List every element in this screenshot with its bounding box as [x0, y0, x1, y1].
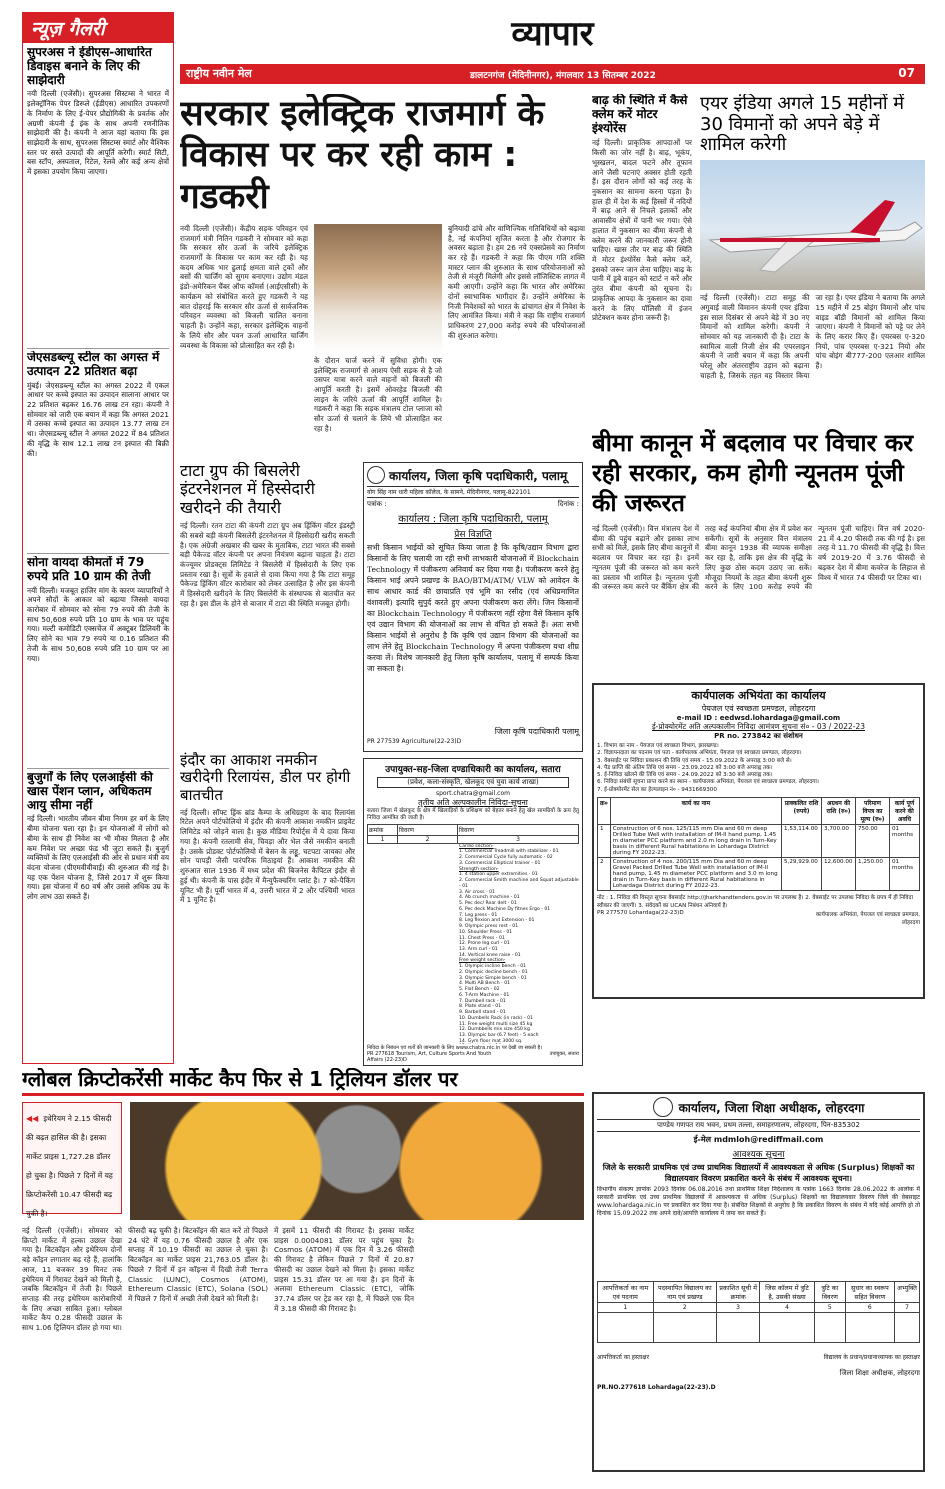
table-header: अभ्युक्ति	[894, 1282, 919, 1303]
list-item: 3. Olympic Simple bench - 01	[459, 975, 527, 981]
agri-title: प्रेस विज्ञप्ति	[454, 530, 492, 540]
airindia-headline: एयर इंडिया अगले 15 महीनों में 30 विमानों को अपने बेड़े में शामिल करेगी	[700, 94, 904, 156]
table-cell: Construction of 4 nos. 200/115 mm Dia and 60 m deep Gravel Packed Drilled Tube Well with installation of IM-II hand pump, 1.45 m diameter PCC platform and 3.0 m long drain in Turn-Key basis in different Rural habitations in Lohardaga District during FY 2022-23.	[610, 857, 781, 890]
list-item: 4. Multi AB Bench - 01	[459, 981, 511, 987]
sidebar-header	[23, 13, 173, 43]
sidebar-story	[27, 556, 169, 766]
table-cell: 6	[845, 1303, 894, 1313]
edu-subtitle: जिले के सरकारी प्राथमिक एवं उच्च प्राथमिक विद्यालयों में आवश्यकता से अधिक (Surplus) शिक्षकों का विद्यालयवार विवरण प्रकाशित करने के संबंध में आवश्यक सूचना।	[602, 1163, 915, 1183]
table-row	[598, 824, 920, 857]
insurance-headline: बीमा कानून में बदलाव पर विचार कर रही सरकार, कम होगी न्यूनतम पूंजी की जरूरत	[592, 429, 914, 517]
list-item: Free weight section-	[459, 958, 506, 964]
list-item: 2. Olympic decline bench - 01	[459, 969, 528, 975]
table-cell: 5	[814, 1303, 845, 1313]
masthead-bar	[180, 64, 925, 84]
table-header: प्रकाशित सूची में क्रमांक	[717, 1282, 760, 1303]
agri-address: योग सिंह नाम धारी महिला कॉलेज, के सामने, मेदिनीनगर, पलामू-822101	[367, 486, 579, 498]
list-item: 10. Shoulder Press - 01	[459, 929, 513, 935]
list-item: 3. Air cross - 01	[459, 889, 495, 895]
airindia-body: नई दिल्ली (एजेंसी)। टाटा समूह की अगुवाई वाली विमानन कंपनी एयर इंडिया इस साल दिसंबर से अपने बेड़े में 30 नए विमानों को शामिल करेगी। कंपनी ने सोमवार को यह जानकारी दी है। टाटा के स्वामित्व वाली निजी क्षेत्र की एयरलाइन कंपनी ने जारी बयान में कहा कि अपनी घरेलू और अंतरराष्ट्रीय उड़ान को बढ़ाना चाहती है, जिसके तहत वह विस्तार किया जा रहा है। एयर इंडिया ने बताया कि अगले 15 महीने में 25 बोइंग विमानों और पांच वाइड बॉडी विमानों को शामिल किया जाएगा। कंपनी ने विमानों को पट्टे पर लेने के लिए करार किए हैं। एयरबस ए-320 नियो, पांच एयरबस ए-321 नियो और पांच बोइंग बी777-200 एलआर शामिल हैं।	[700, 293, 925, 380]
emblem-icon	[367, 466, 385, 484]
emblem-icon	[653, 1097, 673, 1117]
list-item: 11. Free weight multi size 45 kg	[459, 1021, 533, 1027]
sidebar-story	[27, 771, 169, 1064]
insurance-story	[592, 428, 925, 638]
sports-email: sport.chatra@gmail.com	[436, 790, 510, 797]
list-item: 5. Pec dec/ Rear delt - 01	[459, 901, 517, 907]
crypto-photo	[130, 1102, 584, 1220]
table-cell: 2	[598, 857, 611, 890]
table-header: त्रुटि का विवरण	[814, 1282, 845, 1303]
sports-sign: उपायुक्त, सतारा	[549, 1050, 579, 1057]
table-row	[598, 857, 920, 890]
list-item: 1. 4 station upper extremities - 01	[459, 872, 538, 878]
list-item: Strength section-	[459, 866, 499, 872]
list-item: 7. ई-प्रोक्योरमेंट सेल का हेल्पलाइन नं० - 9431669300	[597, 786, 717, 793]
list-item: 6. T-Arm Machine - 01	[459, 992, 510, 998]
list-item: 9. Olympic press rest - 01	[459, 924, 519, 930]
pwd-dept: पेयजल एवं स्वच्छता प्रमण्डल, लोहरदगा	[701, 704, 816, 713]
edu-notice	[592, 1092, 925, 1472]
airplane-icon	[700, 160, 925, 290]
list-item: 3. Commercial Elliptical trainer - 01	[459, 860, 541, 866]
list-item: 14. Vertical knee raise - 01	[459, 952, 521, 958]
list-item: Cardio section-	[459, 843, 494, 849]
airindia-photo	[700, 160, 925, 290]
list-item: 12. Dumbbells mix size 450 kg	[459, 1027, 530, 1033]
list-item: 1. Olympic incline bench - 01	[459, 964, 527, 970]
table-cell: 01 months	[890, 857, 920, 890]
sports-table-nums: 1 2 3	[367, 836, 579, 844]
sidebar-story	[27, 46, 169, 346]
list-item: 1. Commercial Treadmill with stabilizer - 01	[459, 849, 559, 855]
table-cell: 1	[598, 824, 611, 857]
sidebar	[22, 12, 174, 1064]
list-item: 7. Dumbell rack - 01	[459, 998, 506, 1004]
lead-col2: के दौरान चार्ज करने में सुविधा होगी। एक इलेक्ट्रिक राजमार्ग से आशय ऐसी सड़क से है जो उसपर यात्रा करने वाले वाहनों को बिजली की आपूर्ति करती है। इसमें ओवरहेड बिजली की लाइन के जरिये ऊर्जा की आपूर्ति शामिल है। गडकरी ने कहा कि सड़क मंत्रालय टोल प्लाजा को सौर ऊर्जा से चलाने के लिये भी प्रोत्साहित कर रहा है।	[314, 355, 442, 433]
crypto-story	[22, 1068, 584, 1478]
agri-notice	[363, 462, 583, 752]
list-item: 9. Barbell stand - 01	[459, 1010, 506, 1016]
flood-story	[592, 94, 692, 414]
sports-dept: (प्रवेश, कला-संस्कृति, खेलकूद एवं युवा कार्य शाखा)	[377, 777, 569, 788]
story-headline: जेएसडब्ल्यू स्टील का अगस्त में उत्पादन 22 प्रतिशत बढ़ा	[27, 351, 160, 378]
list-item: 14. Gym floor mat 3000 sq.	[459, 1038, 523, 1044]
crypto-col3: में इसमें 11 फीसदी की गिरावट है। इसका मार्केट प्राइस 0.0004081 डॉलर पर पहुंच चुका है। Cosmos (ATOM) में एक दिन में 3.26 फीसदी की गिरावट है लेकिन पिछले 7 दिनों में 20.87 फीसदी का उछाल देखने को मिला है। इसका मार्केट प्राइस 15.31 डॉलर पर आ गया है। इन दिनों के अलावा Ethereum Classic (ETC), जोकि 37.74 डॉलर पर ट्रेड कर रहा है, में पिछले एक दिन में 3.18 फीसदी की गिरावट है।	[274, 1226, 414, 1313]
divider	[27, 768, 169, 769]
table-header: जिस कॉलम में त्रुटि है, उसकी संख्या	[760, 1282, 815, 1303]
crypto-headline: ग्लोबल क्रिप्टोकरेंसी मार्केट कैप फिर से 1 ट्रिलियन डॉलर पर	[22, 1068, 458, 1091]
pwd-office: कार्यपालक अभियंता का कार्यालय	[691, 689, 826, 702]
list-item: 13. Arm curl - 01	[459, 946, 498, 952]
flood-body: नई दिल्ली। प्राकृतिक आपदाओं पर किसी का जोर नहीं है। बाढ़, भूकंप, भूस्खलन, बादल फटने और तूफान आने जैसी घटनाएं अक्सर होती रहती हैं। इस दौरान लोगों को कई तरह के नुकसान का सामना करना पड़ता है। हाल ही में देश के कई हिस्सों में नदियों में बाढ़ आने से निचले इलाकों और आवासीय क्षेत्रों में पानी भर गया। ऐसे हालात में नुकसान का बीमा कंपनी से क्लेम करने की जानकारी जरूर होनी चाहिए। खास तौर पर बाढ़ की स्थिति में मोटर इंश्योरेंस कैसे क्लेम करें, इसको जरूर जान लेना चाहिए। बाढ़ के पानी में डूबे वाहन को स्टार्ट न करें और तुरंत बीमा कंपनी को सूचना दें। प्राकृतिक आपदा के नुकसान का दावा करने के लिए पॉलिसी में इंजन प्रोटेक्शन कवर होना जरूरी है।	[592, 138, 692, 323]
lead-story	[180, 94, 585, 450]
table-cell: 3,700.00	[822, 824, 856, 857]
list-item: 4. पैड प्राप्ति की अंतिम तिथि एवं समय - 23.09.2022 को 3:00 बजे अपराह्न तक।	[597, 764, 773, 771]
agri-office2: कार्यालय : जिला कृषि पदाधिकारी, पलामू	[398, 514, 548, 525]
tata-body: नई दिल्ली। रतन टाटा की कंपनी टाटा ग्रुप अब ड्रिंकिंग वॉटर इंडस्ट्री की सबसे बड़ी कंपनी बिसलेरी इंटरनेशनल में हिस्सेदारी खरीद सकती है। एक अंग्रेजी अखबार की खबर के मुताबिक, टाटा भारत की सबसे बड़ी पैकेज्ड वॉटर कंपनी पर अपना नियंत्रण बढ़ाना चाहता है। टाटा कंज्यूमर प्रोडक्ट्स लिमिटेड ने बिसलेरी में हिस्सेदारी के लिए एक प्रस्ताव रखा है। सूत्रों के हवाले से दावा किया गया है कि टाटा समूह पैकेज्ड ड्रिंकिंग वॉटर कारोबार को लेकर उत्साहित है और इस कंपनी में हिस्सेदारी खरीदने के लिए बिसलेरी के संस्थापक से बातचीत कर रहा है। इस डील के होने से बाजार में टाटा की स्थिति मजबूत होगी।	[180, 521, 355, 608]
agri-body: सभी किसान भाईयों को सूचित किया जाता है कि कृषि/उद्यान विभाग द्वारा किसानों के लिए चलायी जा रही सभी लाभकारी योजनाओं में Blockchain Technology में पंजीकरण अनिवार्य कर दिया गया है। पंजीकरण करने हेतु किसान भाई अपने प्रखण्ड के BAO/BTM/ATM/ VLW को आवेदन के साथ आधार कार्ड की छायाप्रति एवं भूमि का रसीद (एवं अधिप्रमाणित वंशावली) इत्यादि सुपुर्द करते हुए अपना पंजीकरण करा लेंगे। जिन किसानों का Blockchain Technology में पंजीकरण नहीं रहेगा वैसे किसान कृषि एवं उद्यान विभाग की योजनाओं का लाभ से वंचित हो सकते हैं। अतः सभी किसान भाईयों से अनुरोध है कि कृषि एवं उद्यान विभाग की योजनाओं का लाभ लेने हेतु Blockchain Technology में अपना पंजीकरण यथा शीघ्र करवा लें। विशेष जानकारी हेतु जिला कृषि कार्यालय, पलामू में सम्पर्क किया जा सकता है।	[367, 543, 579, 673]
story-headline: सोना वायदा कीमतों में 79 रुपये प्रति 10 ग्राम की तेजी	[27, 556, 151, 583]
patrank: पत्रांक :	[367, 500, 387, 508]
dateline: डालटनगंज (मेदिनीनगर), मंगलवार 13 सितम्बर 2022	[470, 71, 656, 81]
pwd-notice	[592, 683, 925, 999]
crypto-headline-bar	[22, 1068, 584, 1096]
crypto-col2: फीसदी बढ़ चुकी है। बिटकॉइन की बात करें तो पिछले 24 घंटे में यह 0.76 फीसदी उछाल है और एक सप्ताह में 10.19 फीसदी का उछाल ले चुका है। बिटकॉइन का मार्केट प्राइस 21,763.05 डॉलर है। पिछले 7 दिनों में इन कॉइन्स में दिखी तेजी Terra Classic (LUNC), Cosmos (ATOM), Ethereum Classic (ETC), Solana (SOL) में पिछले 7 दिनों में अच्छी तेजी देखने को मिली है।	[128, 1226, 268, 1304]
list-item: 8. Leg flexion and Extension - 01	[459, 918, 535, 924]
table-header: पदस्थापित विद्यालय का नाम एवं प्रखण्ड	[653, 1282, 717, 1303]
sports-table-head: क्रमांक विवरण विवरण	[367, 824, 579, 836]
section-title: व्यापार	[511, 14, 594, 54]
divider	[27, 348, 169, 349]
story-body: मुंबई। जेएसडब्ल्यू स्टील का अगस्त 2022 में एकल आधार पर कच्चे इस्पात का उत्पादन सालाना आधार पर 22 प्रतिशत बढ़कर 16.76 लाख टन रहा। कंपनी ने सोमवार को जारी एक बयान में कहा कि अगस्त 2021 में उसका कच्चे इस्पात का उत्पादन 13.77 लाख टन था। जेएसडब्ल्यू स्टील ने अगस्त 2022 में 84 प्रतिशत की वृद्धि के साथ 12.1 लाख टन इस्पात की बिक्री की।	[27, 380, 169, 458]
table-cell: 1,250.00	[856, 857, 890, 890]
sports-pr: PR 277618 Tourism, Art, Culture Sports And Youth Affairs (22-23)D	[367, 1050, 492, 1063]
pwd-table: क्र० कार्य का नाम प्राक्कलित राशि (रुपये) अग्रधन की राशि (रु०) परिमाण विपत्र का मूल्य (रु०) कार्य पूर्ण करने की अवधि 1 Construction of 6 nos. 125/115 mm Dia and 60 m deep Drilled Tube Well with installation of IM-II hand pump, 1.45 m diameter PCC platform and 2.0 m long drain in Turn-Key basis in different Rural habitations in Lohardaga District during FY 2022-23. 1,53,114.00 3,700.00 750.00 01 months 2 Construction of 4 nos. 200/115 mm Dia and 60 m deep Gravel Packed Drilled Tube Well with installation of IM-II hand pump, 1.45 m diameter PCC platform and 3.0 m long drain in Turn-Key basis in different Rural habitations in Lohardaga District during FY 2022-23. 5,29,929.00 12,600.00 1,250.00 01 months	[597, 797, 920, 891]
list-item: 5. Flat Bench - 02	[459, 987, 500, 993]
edu-title: आवश्यक सूचना	[732, 1150, 785, 1160]
newspaper-logo: राष्ट्रीय नवीन मेल	[186, 67, 252, 80]
crypto-callout: ◀◀ इथेरियम ने 2.15 फीसदी की बढ़त हासिल की है। इसका मार्केट प्राइस 1,727.28 डॉलर हो चुका है। पिछले 7 दिनों में यह क्रिप्टोकरेंसी 10.47 फीसदी बढ़ चुकी है।	[22, 1102, 122, 1214]
edu-table	[597, 1281, 920, 1343]
sidebar-story	[27, 351, 169, 551]
indore-body: नई दिल्ली। सॉफ्ट ड्रिंक ब्रांड कैम्पा के अधिग्रहण के बाद रिलायंस रिटेल अपने पोर्टफोलियो में इंदौर की कंपनी आकाश नमकीन प्राइवेट लिमिटेड को जोड़ने वाला है। कुछ मीडिया रिपोर्ट्स में ये दावा किया गया है। कंपनी रतलामी सेव, चिवड़ा और भेल जैसे नमकीन बनाती है। उसके प्रोडक्ट पोर्टफोलियो में बेसन के लड्डू, चटपटा जायका और सोन पापड़ी जैसी पारंपरिक मिठाइयां हैं। आकाश नमकीन की शुरुआत साल 1936 में मध्य प्रदेश की बिजनेस कैपिटल इंदौर से हुई थी। कंपनी के पास इंदौर में मैन्युफैक्चरिंग प्लांट है। 7 को-पैकिंग यूनिट भी हैं। पूर्वी भारत में 4, उत्तरी भारत में 2 और पश्चिमी भारत में 1 यूनिट है।	[180, 807, 355, 905]
sports-office: उपायुक्त-सह-जिला दण्डाधिकारी का कार्यालय, सतारा	[385, 765, 561, 775]
list-item: 3. वेबसाईट पर निविदा प्रकाशन की तिथि एवं समय - 15.09.2022 के अपराह्न 3:00 बजे से।	[597, 757, 792, 764]
callout-arrow-icon: ◀◀	[26, 1114, 39, 1123]
dinank: दिनांक :	[557, 500, 579, 508]
indore-story	[180, 752, 355, 1052]
sports-item-list	[459, 844, 579, 1044]
flood-headline: बाढ़ की स्थिति में कैसे क्लेम करें मोटर इंश्योरेंस	[592, 94, 688, 135]
sidebar-title: न्यूज़ गैलरी	[31, 18, 105, 40]
lead-headline: सरकार इलेक्ट्रिक राजमार्ग के विकास पर कर रही काम : गडकरी	[180, 94, 545, 217]
tata-story	[180, 462, 355, 752]
list-item: 2. Commercial Cycle fully automatic - 02	[459, 855, 553, 861]
table-cell: 3	[717, 1303, 760, 1313]
table-cell: 750.00	[856, 824, 890, 857]
story-body: नयी दिल्ली (एजेंसी)। सुपरअस सिस्टम्स ने भारत में इलेक्ट्रॉनिक पेपर डिस्प्ले (ईडीएस) आधारित उपकरणों के निर्माण के लिए ई-पेपर प्रौद्योगिकी के प्रवर्तक और अग्रणी कंपनी ई इंक के साथ अपनी रणनीतिक साझेदारी की है। कंपनी ने आज यहां बताया कि इस साझेदारी के साथ, सुपरअस सिस्टम्स स्मार्ट और वैश्विक स्तर पर सस्ते उत्पादों की आपूर्ति करेगी। स्मार्ट सिटी, बस स्टॉप, अस्पताल, रिटेल, रेलवे और कई अन्य क्षेत्रों में इसका उपयोग किया जाएगा।	[27, 89, 169, 177]
table-cell: 5,29,929.00	[782, 857, 822, 890]
table-cell: 4	[760, 1303, 815, 1313]
edu-footer-right: विद्यालय के प्रधान/प्रधानाध्यापक का हस्ताक्षर	[823, 1354, 920, 1361]
pwd-info-list	[597, 743, 920, 794]
list-item: 10. Dumbells Rack (in rack) - 01	[459, 1015, 533, 1021]
sports-notice	[363, 758, 583, 1066]
table-cell: Construction of 6 nos. 125/115 mm Dia and 60 m deep Drilled Tube Well with installation of IM-II hand pump, 1.45 m diameter PCC platform and 2.0 m long drain in Turn-Key basis in different Rural habitations in Lohardaga District during FY 2022-23.	[610, 824, 781, 857]
table-cell: 12,600.00	[822, 857, 856, 890]
edu-email: ई-मेल mdmloh@rediffmail.com	[693, 1135, 824, 1144]
insurance-body: नई दिल्ली (एजेंसी)। वित्त मंत्रालय देश में बीमा की पहुंच बढ़ाने और इसका लाभ सभी को मिले, इसके लिए बीमा कानूनों में बदलाव पर विचार कर रहा है। इनमें न्यूनतम पूंजी की जरूरत को कम करने का प्रस्ताव भी शामिल है। न्यूनतम पूंजी की जरूरत कम करने पर बैंकिंग क्षेत्र की तरह कई कंपनियां बीमा क्षेत्र में प्रवेश कर सकेंगी। सूत्रों के अनुसार वित्त मंत्रालय बीमा कानून 1938 की व्यापक समीक्षा कर रहा है, ताकि इस क्षेत्र की वृद्धि के लिए कुछ ठोस कदम उठाए जा सकें। मौजूदा नियमों के तहत बीमा कंपनी शुरू करने के लिए 100 करोड़ रुपये की न्यूनतम पूंजी चाहिए। वित्त वर्ष 2020-21 में 4.20 फीसदी तक की गई है। इस तरह ये 11.70 फीसदी की वृद्धि है। वित्त वर्ष 2019-20 में 3.76 फीसदी से बढ़कर देश में बीमा कवरेज के लिहाज से विश्व में भारत 74 फीसदी पर टिका था।	[592, 524, 925, 592]
table-cell: 01 months	[890, 824, 920, 857]
sports-title: तृतीय अति अल्पकालीन निविदा-सूचना	[418, 798, 528, 807]
list-item: 7. Leg press - 01	[459, 912, 498, 918]
lead-col3: बुनियादी ढांचे और वाणिज्यिक गतिविधियों को बढ़ावा है, नई कंपनियां सृजित करता है और रोजगार के अवसर बढ़ाता है। हम 26 नये एक्सप्रेसवे का निर्माण कर रहे हैं। गडकरी ने कहा कि पीएम गति शक्ति मास्टर प्लान की शुरुआत के साथ परियोजनाओं को तेजी से मंजूरी मिलेगी और इससे लॉजिस्टिक लागत में कमी आएगी। उन्होंने कहा कि भारत और अमेरिका दोनों स्वाभाविक भागीदार हैं। उन्होंने अमेरिका के निजी निवेशकों को भारत के ढांचागत क्षेत्र में निवेश के लिए आमंत्रित किया। मंत्री ने कहा कि राष्ट्रीय राजमार्ग प्राधिकरण 27,000 करोड़ रुपये की परियोजनाओं की शुरुआत करेगा।	[448, 223, 585, 340]
crypto-col1: नई दिल्ली (एजेंसी)। सोमवार को क्रिप्टो मार्केट में हल्का उछाल देखा गया है। बिटकॉइन और इथेरियम दोनों बड़े कॉइन लगातार बढ़ रहे हैं, हालांकि आज, 11 बजकर 39 मिनट तक इथेरियम में गिरावट देखने को मिली है, जबकि बिटकॉइन में तेजी है। पिछले सप्ताह की तरह इथेरियम कारोबारियों के लिए अच्छा साबित हुआ। ग्लोबल मार्केट कैप 0.28 फीसदी उछाल के साथ 1.06 ट्रिलियन डॉलर हो गया था।	[22, 1226, 122, 1333]
sports-intro: सतारा जिला में खेलकूद के क्षेत्र में खिलाड़ियों के प्रशिक्षण को बेहतर बनाने हेतु खेल सामग्रियों के क्रय हेतु निविदा आमंत्रित की जाती है।	[367, 808, 579, 821]
edu-address: पाण्डेय गणपत राय भवन, प्रथम तल्ला, समाहरणालय, लोहरदगा, पिन-835302	[597, 1119, 920, 1132]
agri-pr: PR 277539 Agriculture(22-23)D	[367, 738, 462, 745]
table-header: सुधार का स्वरूप सहित विवरण	[845, 1282, 894, 1303]
story-body: नई दिल्ली। भारतीय जीवन बीमा निगम हर वर्ग के लिए बीमा योजना चला रहा है। इन योजनाओं में लोगों को बीमा के साथ ही निवेश का भी मौका मिलता है और कम निवेश पर अच्छा फंड भी जुटा सकते हैं। बुजुर्ग व्यक्तियों के लिए एलआईसी की ओर से प्रधान मंत्री वय वंदना योजना (पीएमवीवीवाई) की शुरुआत की गई है। यह एक पेंशन योजना है, जिसे 2017 में शुरू किया गया। इस योजना में 60 वर्ष और उससे अधिक उम्र के लोग लाभ उठा सकते हैं।	[27, 814, 169, 902]
edu-body: विभागीय संकल्प ज्ञापांक 2093 दिनांक 06.08.2016 तथा प्राथमिक शिक्षा निदेशालय के पत्रांक 1663 दिनांक 28.06.2022 के आलोक में सरकारी प्राथमिक एवं उच्च प्राथमिक विद्यालयों में आवश्यकता से अधिक (Surplus) शिक्षकों का विद्यालयवार विवरण जिले की वेबसाइट www.lohardaga.nic.in पर प्रकाशित कर दिया गया है। संबंधित शिक्षकों से अनुरोध है कि प्रकाशित विवरण के संबंध में यदि कोई आपत्ति हो तो दिनांक 15.09.2022 तक अपने दावे/आपत्ति कार्यालय में जमा कर सकते हैं।	[597, 1186, 920, 1218]
edu-pr: PR.NO.277618 Lohardaga(22-23).D	[597, 1384, 716, 1391]
edu-footer-left: आपत्तिकर्ता का हस्ताक्षर	[597, 1354, 650, 1361]
story-body: नयी दिल्ली। मजबूत हाजिर मांग के कारण व्यापारियों ने अपने सौदों के आकार को बढ़ाया जिससे वायदा कारोबार में सोमवार को सोना 79 रुपये की तेजी के साथ 50,608 रुपये प्रति 10 ग्राम के भाव पर पहुंच गया। मल्टी कमोडिटी एक्सचेंज में अक्टूबर डिलिवरी के लिए सोने का भाव 79 रुपये या 0.16 प्रतिशत की तेजी के साथ 50,608 रुपये प्रति 10 ग्राम पर आ गया।	[27, 585, 169, 663]
table-cell: 1	[598, 1303, 654, 1313]
list-item: 13. Olympic bar (6.7 feet) - 5 each	[459, 1032, 539, 1038]
list-item: 2. विज्ञापनदाता का पदनाम एवं पता - कार्यपालक अभियंता, पेयजल एवं स्वच्छता प्रमण्डल, लोहरदगा।	[597, 750, 802, 757]
airindia-story	[700, 94, 925, 420]
pwd-pr: PR 277570 Lohardaga(22-23)D	[597, 909, 684, 916]
edu-office: कार्यालय, जिला शिक्षा अधीक्षक, लोहरदगा	[597, 1097, 920, 1117]
list-item: 11. Chest Press - 01	[459, 935, 505, 941]
agri-office: कार्यालय, जिला कृषि पदाधिकारी, पलामू	[367, 466, 579, 484]
list-item: 12. Prone leg curl - 01	[459, 941, 510, 947]
divider	[27, 553, 169, 554]
gadkari-photo	[314, 224, 442, 354]
pwd-note: नोट : 1. निविदा की विस्तृत सूचना वेबसाईट http://jharkhandtenders.gov.in पर उपलब्ध है। 2. वेबसाईट पर उपलब्ध निविदा के प्रपत्र में ही निविदा स्वीकार की जाएगी। 3. संवेदकों का UCAN निबंधन अनिवार्य है।	[597, 894, 913, 909]
list-item: 1. विभाग का नाम - पेयजल एवं स्वच्छता विभाग, झारखण्ड।	[597, 743, 719, 749]
pwd-sign: कार्यपालक अभियंता, पेयजल एवं स्वच्छता प्रमण्डल, लोहरदगा	[815, 911, 920, 926]
table-cell: 1,53,114.00	[782, 824, 822, 857]
indore-headline: इंदौर का आकाश नमकीन खरीदेगी रिलायंस, डील पर होगी बातचीत	[180, 752, 351, 804]
pwd-prno: PR no. 273842 का संशोधन	[714, 732, 803, 740]
pwd-title: ई-प्रोक्योरमेंट अति अल्पकालीन निविदा आमंत्रण सूचना सं० - 03 / 2022-23	[652, 722, 865, 731]
lead-col1: नयी दिल्ली (एजेंसी)। केंद्रीय सड़क परिवहन एवं राजमार्ग मंत्री नितिन गडकरी ने सोमवार को कहा कि सरकार सौर ऊर्जा के जरिये इलेक्ट्रिक राजमार्गों के विकास पर काम कर रही है। यह कदम अधिक भार ढुलाई क्षमता वाले ट्रकों और बसों की चार्जिंग को सुगम बनाएगा। उद्योग मंडल इंडो-अमेरिकन चैंबर ऑफ कॉमर्स (आईएसीसी) के कार्यक्रम को संबोधित करते हुए गडकरी ने यह बात दोहराई कि सरकार सौर ऊर्जा से सार्वजनिक परिवहन व्यवस्था को बिजली चालित बनाना चाहती है। उन्होंने कहा, सरकार इलेक्ट्रिक वाहनों के लिये सौर और पवन ऊर्जा आधारित चार्जिंग व्यवस्था के विकास को प्रोत्साहित कर रही है।	[180, 223, 308, 350]
list-item: 2. Commercial Smith machine and Squat adjustable - 01	[459, 878, 579, 889]
edu-sign: जिला शिक्षा अधीक्षक, लोहरदगा	[839, 1369, 920, 1377]
sports-footer: निविदा के निबंधन एवं शर्तों की जानकारी के लिए www.chatra.nic.in पर देखी जा सकती है।	[367, 1044, 543, 1051]
page-number: 07	[898, 66, 915, 80]
list-item: 6. Pec deck Machine Dy fitnes Ergo - 01	[459, 906, 551, 912]
table-cell: 2	[653, 1303, 717, 1313]
table-cell: 7	[894, 1303, 919, 1313]
list-item: 4. Ab crunch machine - 01	[459, 895, 520, 901]
story-headline: सुपरअस ने ईडीएस-आधारित डिवाइस बनाने के लिए की साझेदारी	[27, 46, 152, 87]
agri-sign: जिला कृषि पदाधिकारी पलामू	[494, 727, 579, 736]
list-item: 5. ई-निविदा खोलने की तिथि एवं समय - 24.09.2022 को 3:30 बजे अपराह्न तक।	[597, 772, 773, 779]
list-item: 8. Plate stand - 01	[459, 1004, 502, 1010]
story-headline: बुजुर्गों के लिए एलआईसी की खास पेंशन प्लान, अधिकतम आयु सीमा नहीं	[27, 771, 153, 812]
table-header: आपत्तिकर्ता का नाम एवं पदनाम	[598, 1282, 654, 1303]
list-item: 6. निविदा संबंधी सूचना प्राप्त करने का स्थान - कार्यपालक अभियंता, पेयजल एवं स्वच्छता प्रमण्डल, लोहरदगा।	[597, 779, 819, 786]
pwd-email: e-mail ID : eedwsd.lohardaga@gmail.com	[676, 714, 841, 722]
tata-headline: टाटा ग्रुप की बिसलेरी इंटरनेशनल में हिस्सेदारी खरीदने की तैयारी	[180, 462, 315, 517]
